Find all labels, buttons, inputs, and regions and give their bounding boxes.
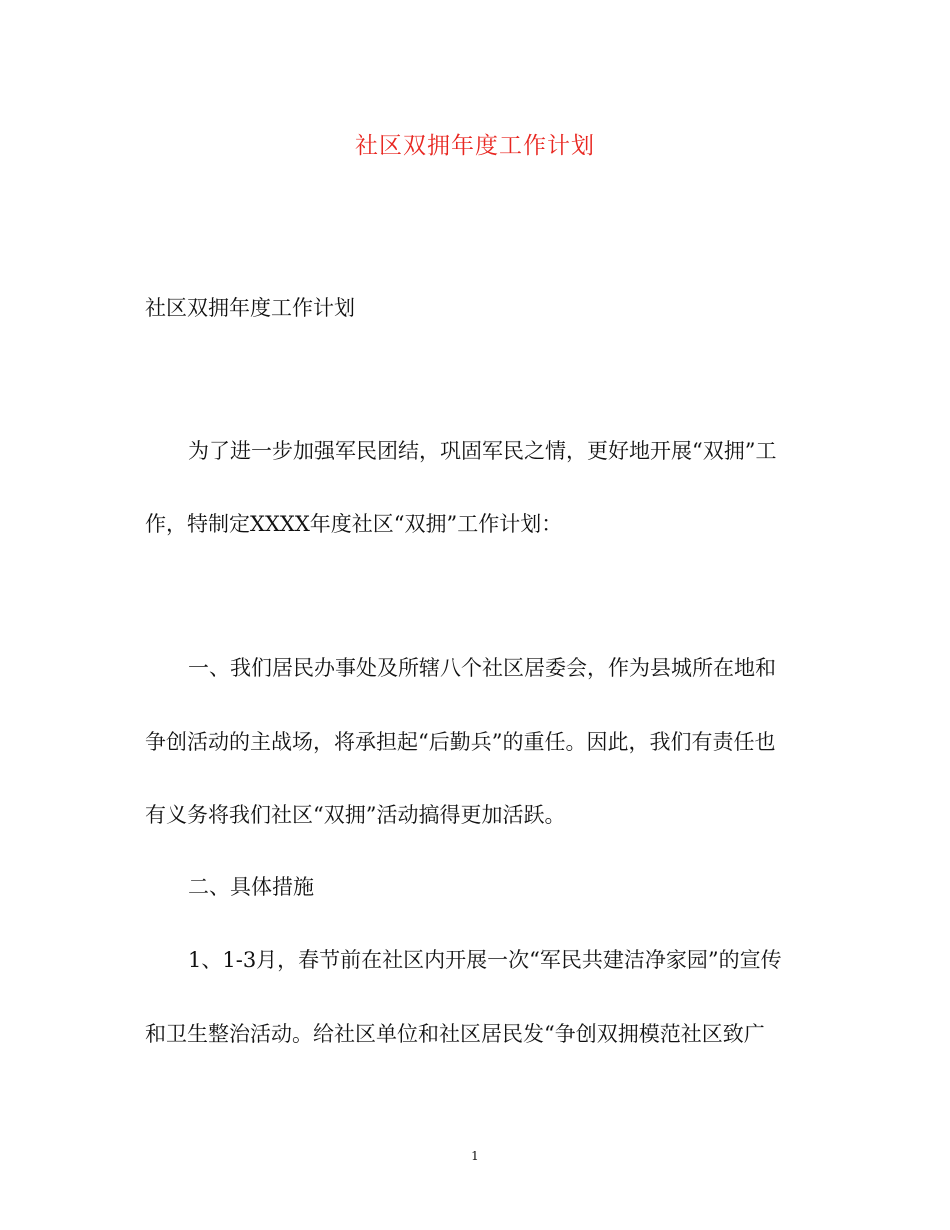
document-subtitle: 社区双拥年度工作计划	[145, 296, 355, 320]
paragraph-line: 一、我们居民办事处及所辖八个社区居委会，作为县城所在地和	[188, 656, 776, 680]
section-heading: 二、具体措施	[188, 875, 314, 899]
document-title: 社区双拥年度工作计划	[355, 133, 595, 159]
paragraph-line: 作，特制定XXXX年度社区“双拥”工作计划：	[145, 512, 563, 536]
paragraph-line: 1、1-3月，春节前在社区内开展一次“军民共建洁净家园”的宣传	[188, 948, 782, 972]
paragraph-line: 有义务将我们社区“双拥”活动搞得更加活跃。	[145, 803, 566, 827]
paragraph-line: 争创活动的主战场，将承担起“后勤兵”的重任。因此，我们有责任也	[145, 730, 776, 754]
paragraph-line: 和卫生整治活动。给社区单位和社区居民发“争创双拥模范社区致广	[145, 1022, 765, 1046]
page-number: 1	[471, 1149, 479, 1163]
paragraph-line: 为了进一步加强军民团结，巩固军民之情，更好地开展“双拥”工	[188, 439, 777, 463]
